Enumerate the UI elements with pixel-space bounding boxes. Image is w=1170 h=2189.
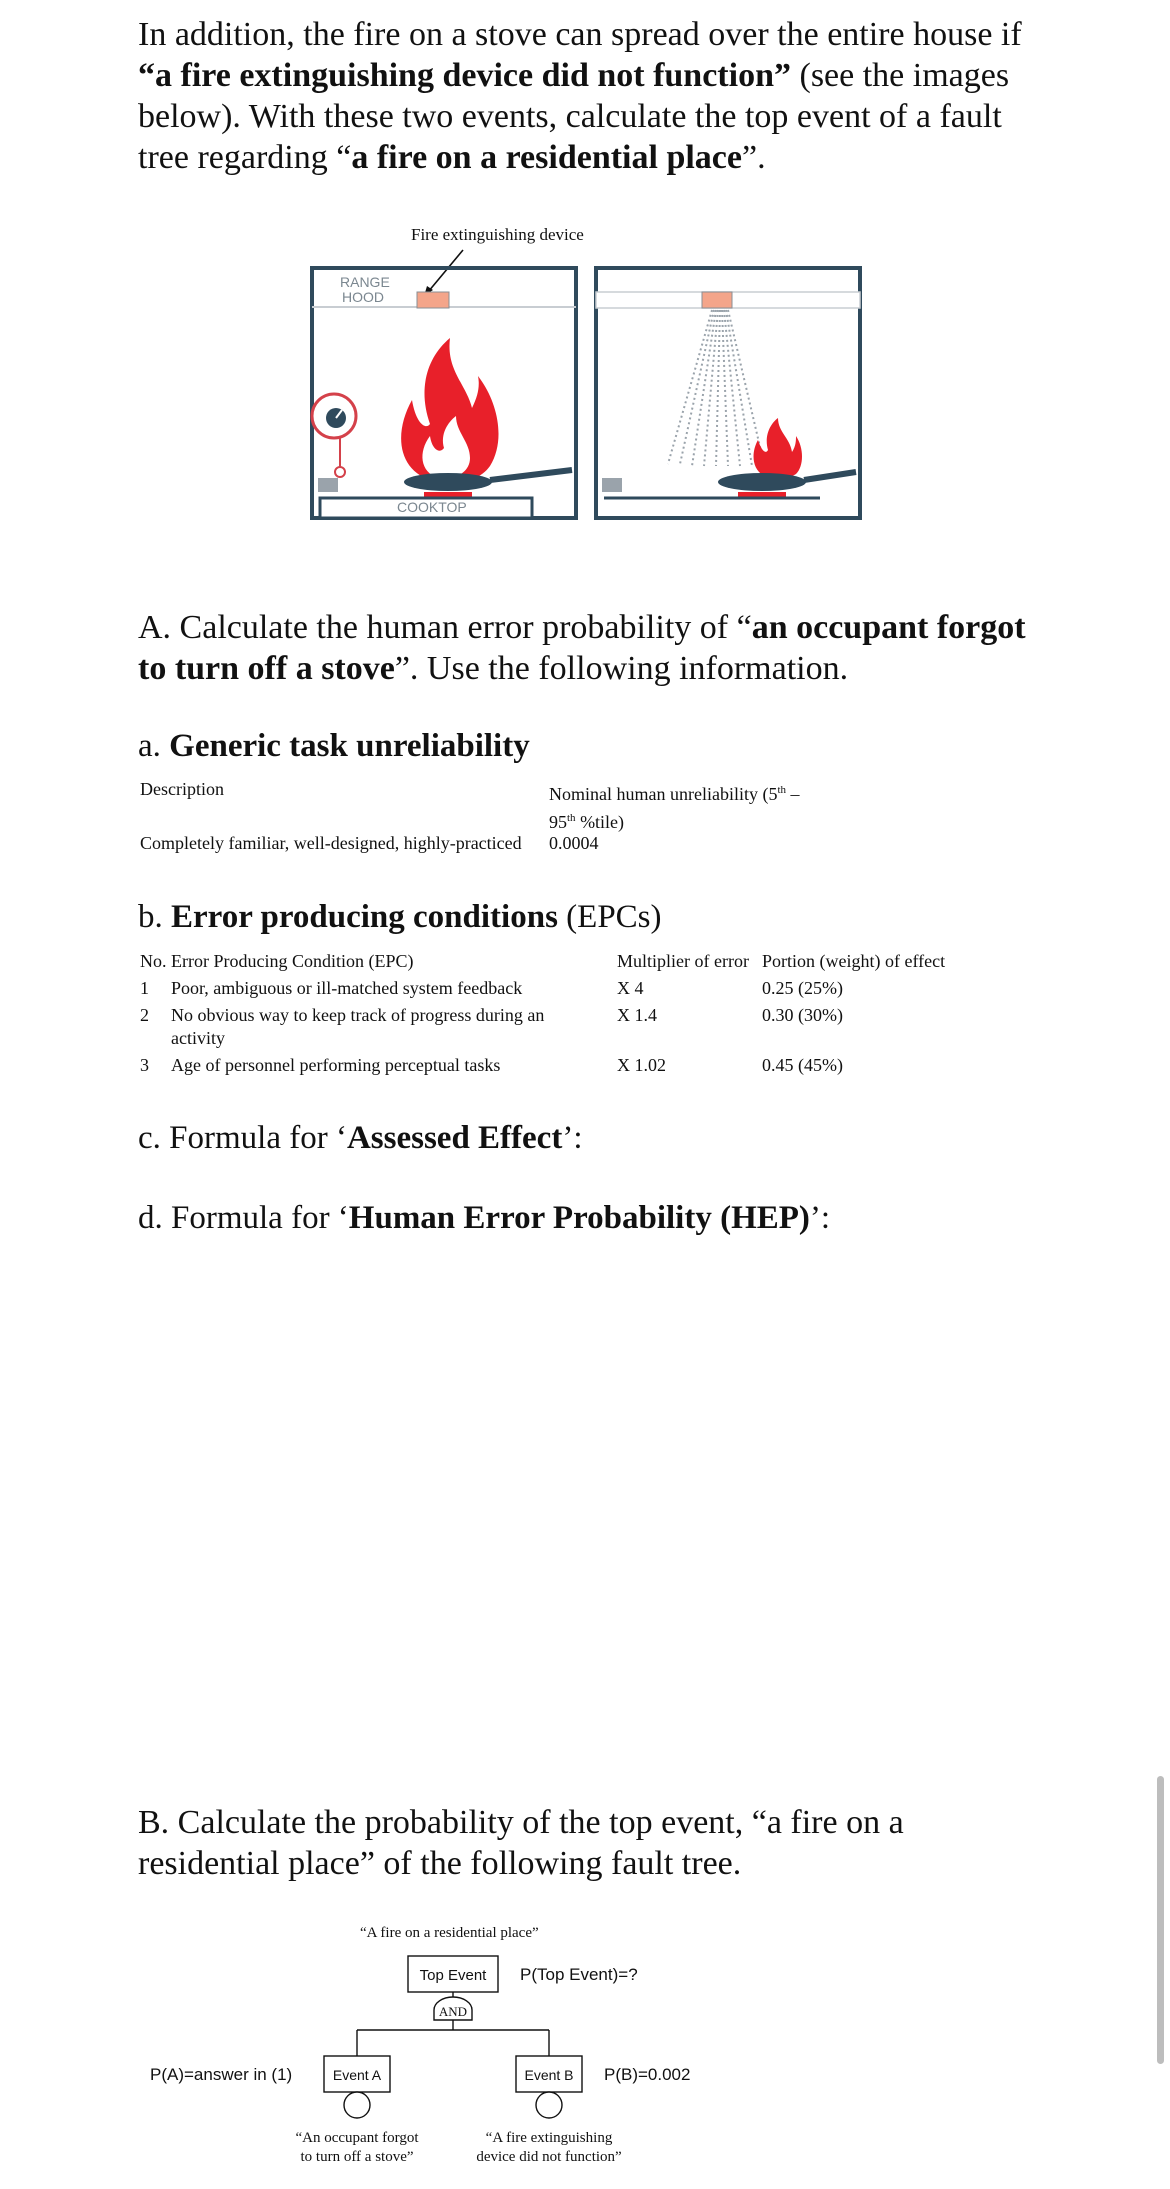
event-b-caption-2: device did not function”: [476, 2149, 622, 2165]
event-a-basic-circle: [344, 2092, 370, 2118]
epc-row-1-epc: Poor, ambiguous or ill-matched system feedback: [171, 978, 523, 998]
flame-small: [754, 418, 802, 479]
top-event-probability: P(Top Event)=?: [520, 1965, 638, 1984]
section-a-heading: A. Calculate the human error probability of “an occupant forgot to turn off a stove”. Use the following information.: [138, 609, 1026, 687]
section-b-heading: B. Calculate the probability of the top event, “a fire on a residential place” of the following fault tree.: [138, 1804, 904, 1882]
epc-header-weight: Portion (weight) of effect: [762, 951, 946, 971]
epc-row-1-multiplier: X 4: [617, 978, 644, 998]
pan-handle-left: [490, 470, 572, 480]
fault-tree-svg: [140, 1920, 740, 2184]
fire-figure-svg: [300, 220, 880, 525]
epc-row-3-no: 3: [140, 1055, 149, 1075]
event-a-caption-1: “An occupant forgot: [295, 2130, 419, 2146]
top-event-label: Top Event: [419, 1967, 487, 1984]
epc-header-no: No.: [140, 951, 167, 971]
epc-row-3-weight: 0.45 (45%): [762, 1055, 843, 1075]
epc-row-2-weight: 0.30 (30%): [762, 1005, 843, 1025]
timer-base: [335, 467, 345, 477]
epc-row-1-no: 1: [140, 978, 149, 998]
device-pointer-line: [428, 250, 463, 292]
intro-bold-device: “a fire extinguishing device did not function”: [138, 57, 791, 94]
pan-right: [718, 473, 806, 491]
pan-left: [404, 473, 492, 491]
event-a-probability: P(A)=answer in (1): [150, 2065, 293, 2084]
device-label: Fire extinguishing device: [411, 225, 584, 244]
knob-box-right: [602, 478, 622, 492]
extinguisher-nozzle: [417, 292, 449, 308]
range-hood-label-1: RANGE: [340, 274, 390, 290]
task-table-col-unreliability: Nominal human unreliability (5th – 95th %tile): [549, 784, 800, 832]
cooktop-label: COOKTOP: [397, 499, 467, 515]
epc-row-2-no: 2: [140, 1005, 149, 1025]
event-b-caption-1: “A fire extinguishing: [485, 2130, 613, 2146]
event-a-caption-2: to turn off a stove”: [300, 2149, 414, 2165]
extinguisher-nozzle-right: [702, 292, 732, 308]
intro-bold-top-event: a fire on a residential place: [351, 139, 742, 176]
and-gate-label: AND: [438, 2004, 468, 2019]
epc-row-3-epc: Age of personnel performing perceptual tasks: [171, 1055, 501, 1075]
epc-row-3-multiplier: X 1.02: [617, 1055, 666, 1075]
epc-row-2-epc-cont: activity: [171, 1028, 225, 1048]
event-a-label: Event A: [332, 2067, 382, 2083]
intro-paragraph: In addition, the fire on a stove can spread over the entire house if “a fire extinguishing device did not function” (see the images below). With these two events, calculate the top event of a fault tree regarding “a fire on a residential place”.: [138, 16, 1022, 176]
pan-handle-right: [804, 472, 856, 480]
task-table-col-description: Description: [140, 779, 224, 799]
fire-figure: [300, 220, 880, 525]
epc-row-1-weight: 0.25 (25%): [762, 978, 843, 998]
epc-header-multiplier: Multiplier of error: [617, 951, 749, 971]
event-b-basic-circle: [536, 2092, 562, 2118]
panel-fire-left: [312, 268, 576, 518]
fault-tree-diagram: [140, 1920, 740, 2184]
panel-fire-right: [596, 268, 860, 518]
sub-b-heading: b. Error producing conditions (EPCs): [138, 899, 662, 935]
top-event-caption: “A fire on a residential place”: [360, 1925, 539, 1941]
epc-header-epc: Error Producing Condition (EPC): [171, 951, 414, 971]
task-table-row-value: 0.0004: [549, 833, 599, 853]
epc-row-2-epc: No obvious way to keep track of progress during an: [171, 1005, 545, 1025]
sub-c-heading: c. Formula for ‘Assessed Effect’:: [138, 1120, 583, 1156]
vertical-scrollbar-thumb[interactable]: [1157, 1776, 1164, 2064]
sub-a-heading: a. Generic task unreliability: [138, 728, 530, 764]
epc-row-2-multiplier: X 1.4: [617, 1005, 657, 1025]
event-b-label: Event B: [524, 2067, 574, 2083]
section-a-bold: an occupant forgot to turn off a stove: [138, 609, 1026, 687]
task-table-row-description: Completely familiar, well-designed, highly-practiced: [140, 833, 522, 853]
event-b-probability: P(B)=0.002: [604, 2065, 691, 2084]
range-hood-label-2: HOOD: [342, 289, 384, 305]
water-spray: [668, 310, 764, 466]
sub-d-heading: d. Formula for ‘Human Error Probability (HEP)’:: [138, 1200, 831, 1236]
knob-box: [318, 478, 338, 492]
